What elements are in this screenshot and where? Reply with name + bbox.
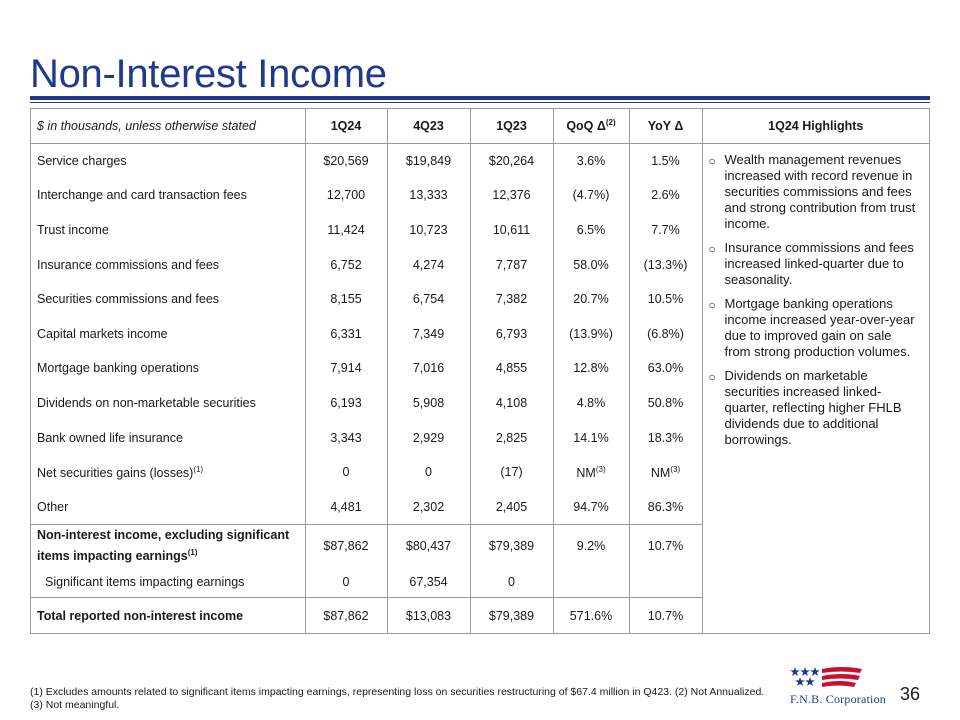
row-label: Other [31, 489, 305, 524]
cell-4q23: 2,302 [387, 489, 470, 524]
table-row [31, 143, 929, 178]
row-label: Service charges [31, 143, 305, 178]
title-rule-thin [30, 102, 930, 103]
header-yoy: YoY Δ [629, 109, 702, 143]
cell-1q23: 4,855 [470, 351, 553, 386]
row-label: Bank owned life insurance [31, 420, 305, 455]
cell-1q24: $87,862 [305, 598, 387, 635]
cell-yoy: 86.3% [629, 489, 702, 524]
logo-text: F.N.B. Corporation [790, 692, 886, 706]
cell-yoy: 1.5% [629, 143, 702, 178]
circle-bullet-icon: ○ [708, 369, 716, 384]
cell-yoy: (13.3%) [629, 247, 702, 282]
cell-qoq: 12.8% [553, 351, 629, 386]
highlights-cell [702, 143, 929, 634]
cell-4q23: 7,349 [387, 316, 470, 351]
circle-bullet-icon: ○ [708, 153, 716, 168]
cell-1q24: $20,569 [305, 143, 387, 178]
cell-4q23: 2,929 [387, 420, 470, 455]
cell-1q23: 2,405 [470, 489, 553, 524]
cell-4q23: 6,754 [387, 282, 470, 317]
circle-bullet-icon: ○ [708, 297, 716, 312]
cell-4q23: 67,354 [387, 567, 470, 598]
cell-yoy: 10.7% [629, 525, 702, 568]
row-label: Dividends on non-marketable securities [31, 386, 305, 421]
cell-1q24: 8,155 [305, 282, 387, 317]
cell-1q23: 7,787 [470, 247, 553, 282]
cell-yoy: 10.5% [629, 282, 702, 317]
cell-1q24: $87,862 [305, 525, 387, 568]
header-4q23: 4Q23 [387, 109, 470, 143]
cell-1q23: 2,825 [470, 420, 553, 455]
cell-qoq: 571.6% [553, 598, 629, 635]
cell-qoq: 14.1% [553, 420, 629, 455]
row-label: Securities commissions and fees [31, 282, 305, 317]
cell-1q24: 4,481 [305, 489, 387, 524]
cell-1q24: 6,331 [305, 316, 387, 351]
logo-stripes [822, 667, 862, 687]
cell-1q24: 3,343 [305, 420, 387, 455]
cell-qoq: 20.7% [553, 282, 629, 317]
cell-1q23: $79,389 [470, 525, 553, 568]
footnotes [30, 686, 790, 712]
header-1q23: 1Q23 [470, 109, 553, 143]
cell-1q24: 0 [305, 567, 387, 598]
cell-1q23: $79,389 [470, 598, 553, 635]
cell-yoy: 63.0% [629, 351, 702, 386]
cell-4q23: 10,723 [387, 213, 470, 248]
footnote-line-2: (3) Not meaningful. [30, 699, 120, 711]
cell-qoq: 4.8% [553, 386, 629, 421]
cell-4q23: 13,333 [387, 178, 470, 213]
cell-1q23: $20,264 [470, 143, 553, 178]
cell-qoq: (4.7%) [553, 178, 629, 213]
row-label: Insurance commissions and fees [31, 247, 305, 282]
circle-bullet-icon: ○ [708, 241, 716, 256]
logo-stars [790, 667, 820, 686]
income-table [31, 109, 929, 634]
header-qoq: QoQ $\Delta^{(2)}$ [553, 109, 629, 143]
row-label: Mortgage banking operations [31, 351, 305, 386]
highlight-item: ○ Dividends on marketable securities increased linked-quarter, reflecting higher FHLB dividends due to additional borrowings. [708, 367, 902, 447]
cell-qoq: 6.5% [553, 213, 629, 248]
cell-4q23: 5,908 [387, 386, 470, 421]
footnote-line-1: (1) Excludes amounts related to significant items impacting earnings, representing loss on securities restructuring of $67.4 million in Q423. (2) Not Annualized. [30, 686, 765, 698]
cell-1q23: 12,376 [470, 178, 553, 213]
cell-4q23: $13,083 [387, 598, 470, 635]
cell-1q23: 0 [470, 567, 553, 598]
cell-qoq: 9.2% [553, 525, 629, 568]
header-label: $ in thousands, unless otherwise stated [31, 109, 305, 143]
cell-yoy: NM$^{(3)}$ [629, 455, 702, 490]
row-label: Total reported non-interest income [31, 598, 305, 635]
cell-qoq: (13.9%) [553, 316, 629, 351]
cell-yoy: 7.7% [629, 213, 702, 248]
cell-qoq: NM$^{(3)}$ [553, 455, 629, 490]
highlights-list [709, 152, 922, 448]
cell-yoy: (6.8%) [629, 316, 702, 351]
row-label: Interchange and card transaction fees [31, 178, 305, 213]
cell-1q23: 7,382 [470, 282, 553, 317]
cell-yoy: 18.3% [629, 420, 702, 455]
page-number: 36 [900, 684, 921, 704]
cell-1q24: 12,700 [305, 178, 387, 213]
cell-1q24: 11,424 [305, 213, 387, 248]
highlight-item: ○ Mortgage banking operations income increased year-over-year due to improved gain on sale from strong production volumes. [708, 295, 915, 359]
cell-4q23: $80,437 [387, 525, 470, 568]
cell-qoq: 58.0% [553, 247, 629, 282]
highlight-item: ○ Insurance commissions and fees increased linked-quarter due to seasonality. [708, 239, 914, 287]
cell-4q23: $19,849 [387, 143, 470, 178]
row-label: Capital markets income [31, 316, 305, 351]
cell-1q23: 4,108 [470, 386, 553, 421]
row-label: Non-interest income, excluding significant items impacting earnings$^{(1)}$ [31, 525, 305, 568]
header-1q24: 1Q24 [305, 109, 387, 143]
cell-qoq: 94.7% [553, 489, 629, 524]
cell-4q23: 7,016 [387, 351, 470, 386]
cell-4q23: 4,274 [387, 247, 470, 282]
cell-yoy: 50.8% [629, 386, 702, 421]
cell-qoq: 3.6% [553, 143, 629, 178]
cell-1q24: 7,914 [305, 351, 387, 386]
cell-1q24: 6,752 [305, 247, 387, 282]
non-interest-income-table [30, 108, 930, 634]
title-rule [30, 96, 930, 100]
cell-1q24: 6,193 [305, 386, 387, 421]
row-label: Trust income [31, 213, 305, 248]
cell-1q24: 0 [305, 455, 387, 490]
table-header-row [31, 109, 929, 143]
row-label: Net securities gains (losses)$^{(1)}$ [31, 455, 305, 490]
row-label: Significant items impacting earnings [31, 567, 305, 598]
cell-1q23: 10,611 [470, 213, 553, 248]
cell-yoy: 10.7% [629, 598, 702, 635]
cell-yoy: 2.6% [629, 178, 702, 213]
page-title: Non-Interest Income [30, 52, 387, 96]
highlight-item: ○ Wealth management revenues increased with record revenue in securities commissions and fees and strong contribution from trust income. [708, 151, 916, 231]
cell-qoq [553, 567, 629, 598]
cell-1q23: (17) [470, 455, 553, 490]
cell-4q23: 0 [387, 455, 470, 490]
header-highlights: 1Q24 Highlights [702, 109, 929, 143]
cell-yoy [629, 567, 702, 598]
cell-1q23: 6,793 [470, 316, 553, 351]
